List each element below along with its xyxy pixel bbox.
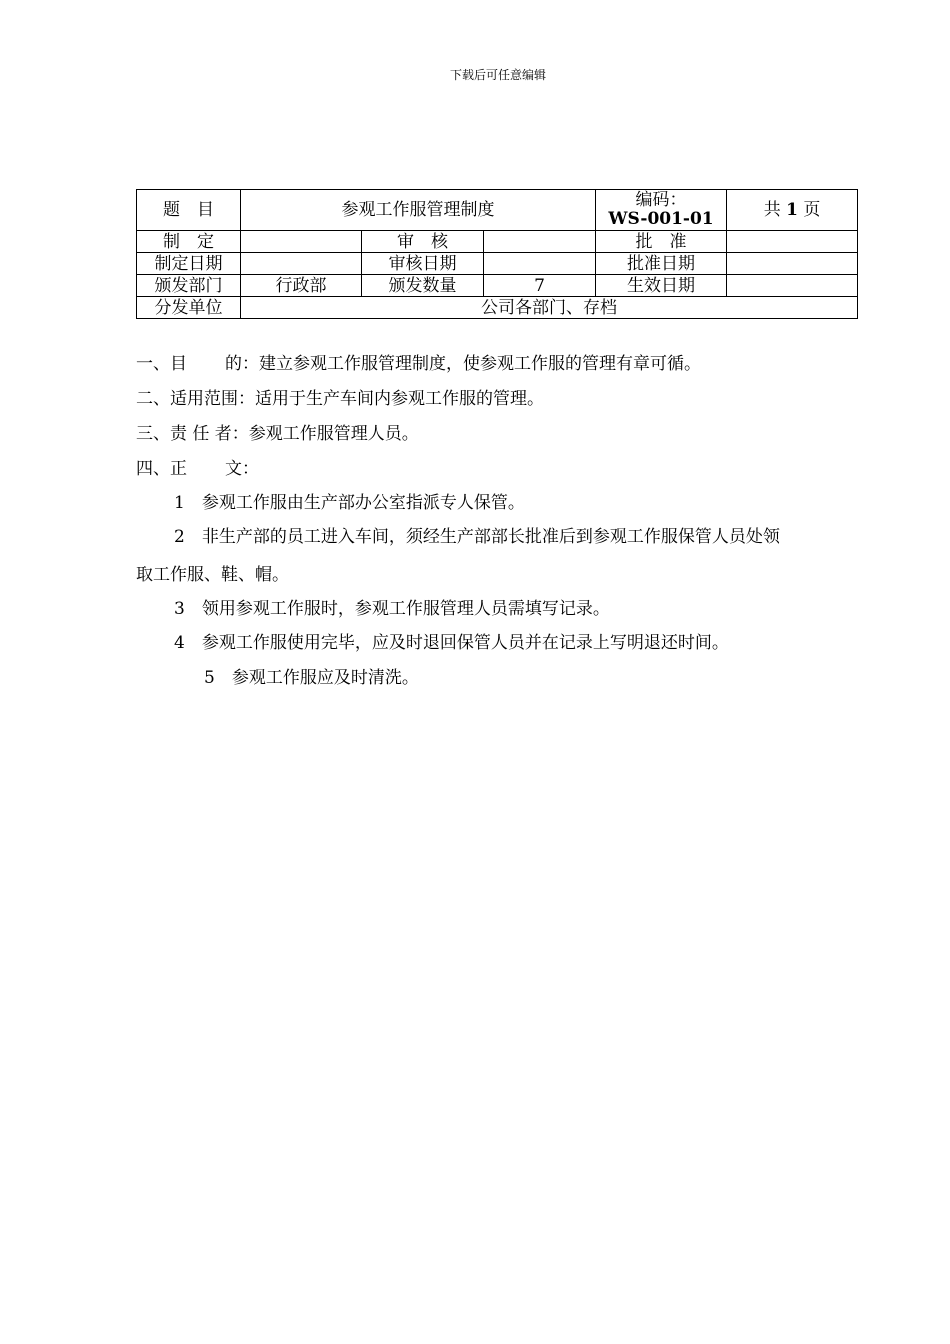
- approve-label: 批 准: [596, 231, 727, 253]
- pages-suffix: 页: [803, 200, 821, 220]
- issue-dept-value: 行政部: [241, 275, 362, 297]
- list-item-continuation: 取工作服、鞋、帽。: [136, 565, 289, 585]
- made-by-label: 制 定: [137, 231, 241, 253]
- made-date-label: 制定日期: [137, 253, 241, 275]
- title-label: 题 目: [137, 190, 241, 231]
- code-value: WS-001-01: [608, 209, 714, 229]
- section-purpose-heading: 一、目: [136, 354, 187, 374]
- document-info-table: [136, 189, 858, 319]
- code-cell: [596, 190, 727, 231]
- review-label: 审 核: [362, 231, 484, 253]
- section-body: [136, 459, 857, 479]
- title-value: 参观工作服管理制度: [241, 190, 596, 231]
- review-date-label: 审核日期: [362, 253, 484, 275]
- effective-date-label: 生效日期: [596, 275, 727, 297]
- issue-qty-label: 颁发数量: [362, 275, 484, 297]
- code-label: 编码：: [635, 190, 687, 210]
- made-date-value: [241, 253, 362, 275]
- header-note: 下载后可任意编辑: [449, 68, 546, 82]
- pages-count: 1: [786, 200, 798, 220]
- list-item: 3 领用参观工作服时，参观工作服管理人员需填写记录。: [174, 599, 610, 619]
- list-item: 5 参观工作服应及时清洗。: [204, 668, 419, 688]
- approve-date-value: [727, 253, 858, 275]
- section-body-heading: 四、正: [136, 459, 187, 479]
- section-responsible: 三、责 任 者：参观工作服管理人员。: [136, 424, 419, 444]
- table-row: [137, 253, 858, 275]
- section-scope: 二、适用范围：适用于生产车间内参观工作服的管理。: [136, 389, 544, 409]
- section-purpose-text: 的：建立参观工作服管理制度，使参观工作服的管理有章可循。: [225, 354, 701, 374]
- table-row: [137, 231, 858, 253]
- table-row: [137, 297, 858, 319]
- made-by-value: [241, 231, 362, 253]
- review-value: [484, 231, 596, 253]
- list-item: 1 参观工作服由生产部办公室指派专人保管。: [174, 493, 525, 513]
- distribution-label: 分发单位: [137, 297, 241, 319]
- effective-date-value: [727, 275, 858, 297]
- review-date-value: [484, 253, 596, 275]
- table-row: [137, 190, 858, 231]
- section-purpose: [136, 354, 857, 374]
- table-row: [137, 275, 858, 297]
- section-body-suffix: 文：: [225, 459, 259, 479]
- pages-cell: [727, 190, 858, 231]
- issue-qty-value: 7: [484, 275, 596, 297]
- issue-dept-label: 颁发部门: [137, 275, 241, 297]
- approve-date-label: 批准日期: [596, 253, 727, 275]
- distribution-value: 公司各部门、存档: [241, 297, 858, 319]
- approve-value: [727, 231, 858, 253]
- pages-prefix: 共: [763, 200, 781, 220]
- list-item: 4 参观工作服使用完毕，应及时退回保管人员并在记录上写明退还时间。: [174, 633, 729, 653]
- list-item: 2 非生产部的员工进入车间，须经生产部部长批准后到参观工作服保管人员处领: [174, 527, 780, 547]
